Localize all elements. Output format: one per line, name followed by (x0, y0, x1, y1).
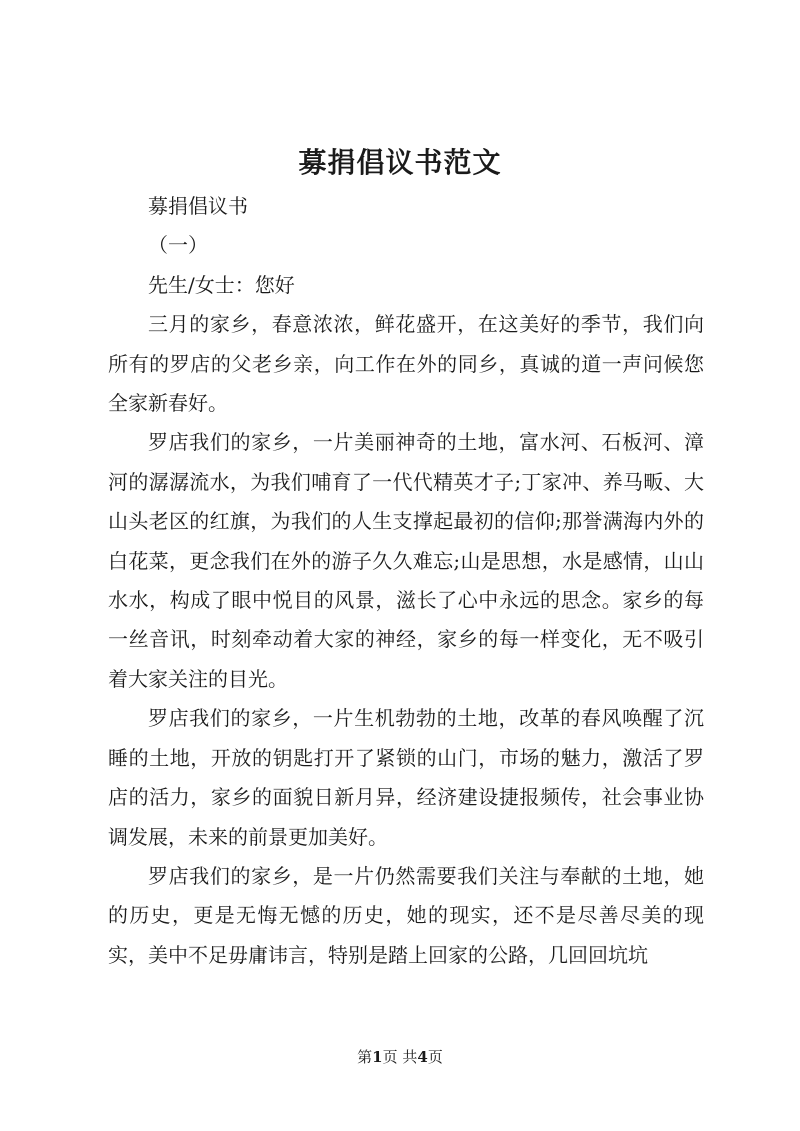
paragraph: 罗店我们的家乡，一片生机勃勃的土地，改革的春风唤醒了沉睡的土地，开放的钥匙打开了紧锁的山门，市场的魅力，激活了罗店的活力，家乡的面貌日新月异，经济建设捷报频传，社会事业协调发展，未来的前景更加美好。 (108, 706, 704, 849)
paragraph: 罗店我们的家乡，一片美丽神奇的土地，富水河、石板河、漳河的潺潺流水，为我们哺育了一代代精英才子;丁家冲、养马畈、大山头老区的红旗，为我们的人生支撑起最初的信仰;那誉满海内外的白花菜，更念我们在外的游子久久难忘;山是思想，水是感情，山山水水，构成了眼中悦目的风景，滋长了心中永远的思念。家乡的每一丝音讯，时刻牵动着大家的神经，家乡的每一样变化，无不吸引着大家关注的目光。 (108, 430, 704, 691)
page-total: 4 (417, 1048, 428, 1066)
paragraph-salutation: 先生/女士：您好 (148, 272, 295, 297)
page-mid: 页 共 (382, 1048, 418, 1066)
document-title: 募捐倡议书范文 (298, 146, 502, 179)
paragraph: 罗店我们的家乡，是一片仍然需要我们关注与奉献的土地，她的历史，更是无悔无憾的历史，她的现实，还不是尽善尽美的现实，美中不足毋庸讳言，特别是踏上回家的公路，几回回坑坑 (108, 863, 704, 967)
paragraph-section-number: （一） (148, 233, 208, 258)
page-suffix: 页 (427, 1048, 443, 1066)
document-body (108, 187, 704, 975)
paragraph-heading: 募捐倡议书 (148, 194, 248, 218)
page-prefix: 第 (357, 1048, 373, 1066)
page-current: 1 (372, 1048, 383, 1066)
paragraph: 三月的家乡，春意浓浓，鲜花盛开，在这美好的季节，我们向所有的罗店的父老乡亲，向工作在外的同乡，真诚的道一声问候您全家新春好。 (108, 312, 704, 416)
page-footer (0, 1046, 800, 1068)
